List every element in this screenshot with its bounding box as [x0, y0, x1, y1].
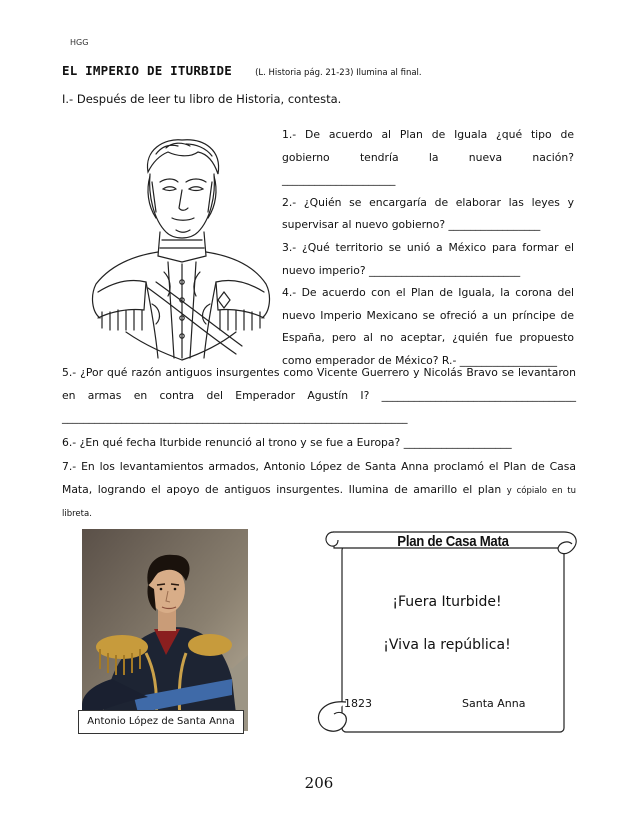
question-6: 6.- ¿En qué fecha Iturbide renunció al trono y se fue a Europa? ____________________ — [62, 436, 512, 449]
santa-anna-portrait-photo — [82, 529, 248, 731]
title-row — [62, 60, 582, 79]
plan-signer: Santa Anna — [462, 697, 526, 710]
question-7 — [62, 456, 576, 526]
question-1: 1.- De acuerdo al Plan de Iguala ¿qué tipo de gobierno tendría la nueva nación? _____________________ — [282, 128, 574, 187]
question-7-text: 7.- En los levantamientos armados, Antonio López de Santa Anna proclamó el Plan de Casa Mata, logrando el apoyo de antiguos insurgentes. Ilumina de amarillo el plan — [62, 460, 576, 496]
plan-title: Plan de Casa Mata — [397, 533, 509, 550]
title-note: (L. Historia pág. 21-23) Ilumina al final. — [255, 68, 422, 78]
slogan-viva-republica: ¡Viva la república! — [383, 637, 511, 653]
photo-caption: Antonio López de Santa Anna — [78, 710, 244, 734]
question-7-small-text: y cópialo en tu libreta. — [62, 485, 577, 520]
question-2: 2.- ¿Quién se encargaría de elaborar las leyes y supervisar al nuevo gobierno? _________________ — [282, 195, 574, 232]
iturbide-portrait-drawing — [86, 132, 274, 362]
page-title: EL IMPERIO DE ITURBIDE — [62, 63, 232, 78]
plan-scroll-frame — [310, 524, 582, 744]
question-3: 3.- ¿Qué territorio se unió a México para formar el nuevo imperio? ____________________________ — [282, 240, 574, 277]
author-initials: HGG — [70, 38, 89, 47]
questions-1-4 — [282, 124, 574, 373]
instructions: I.- Después de leer tu libro de Historia, contesta. — [62, 92, 342, 106]
page-number: 206 — [304, 774, 334, 792]
question-4: 4.- De acuerdo con el Plan de Iguala, la corona del nuevo Imperio Mexicano se ofreció a un príncipe de España, pero al no aceptar, ¿quién fue propuesto como emperador de México? R.- __________________ — [282, 286, 574, 367]
plan-year: 1823 — [344, 697, 372, 710]
question-5: 5.- ¿Por qué razón antiguos insurgentes como Vicente Guerrero y Nicolás Bravo se levantaron en armas en contra del Emperador Agustín I? ____________________________________ ________________________________________________________________ — [62, 366, 576, 425]
slogan-fuera-iturbide: ¡Fuera Iturbide! — [392, 594, 502, 610]
